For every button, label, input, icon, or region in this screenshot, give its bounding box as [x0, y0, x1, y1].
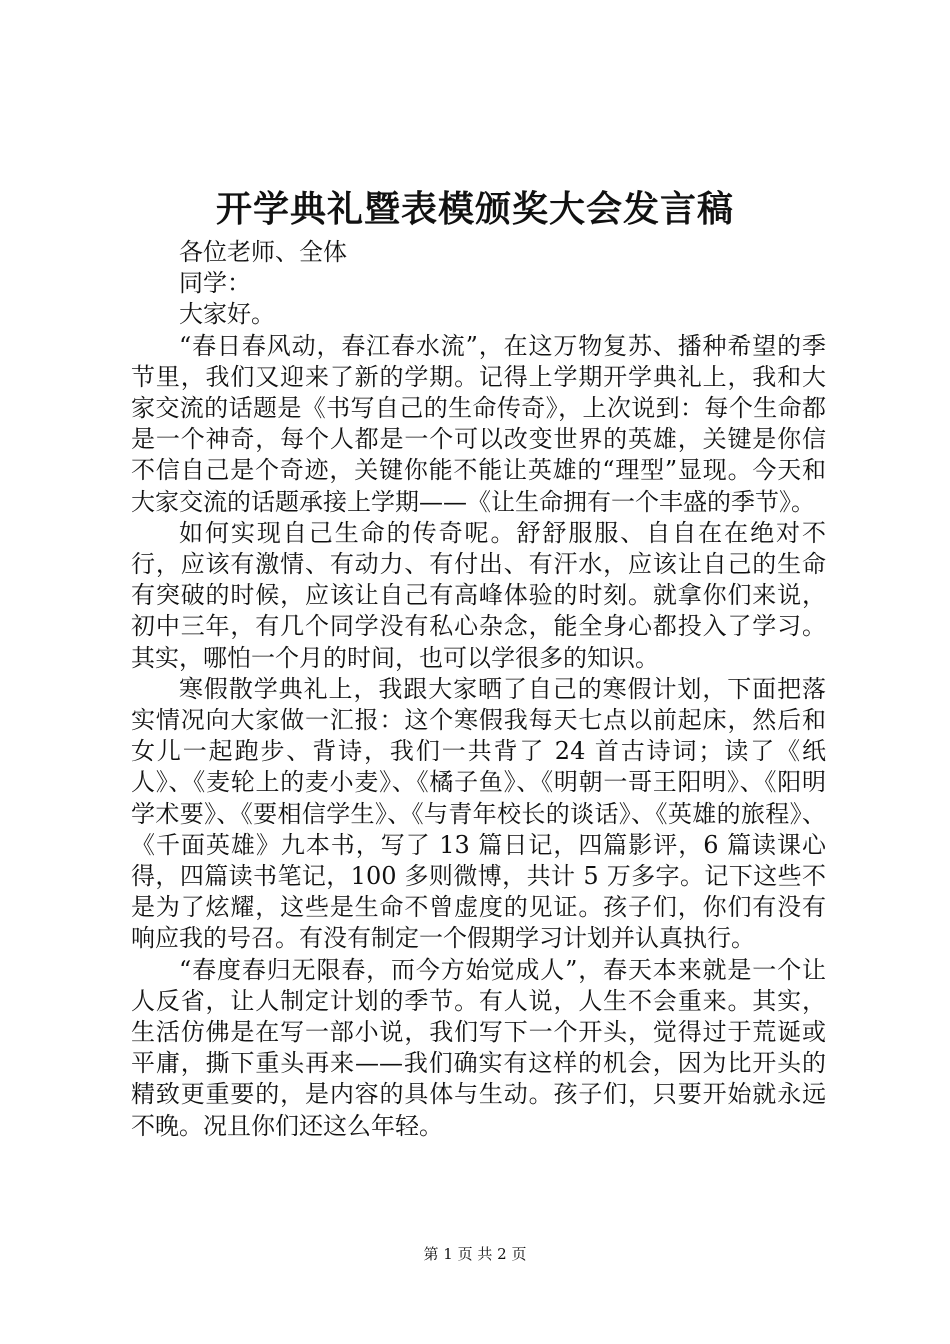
document-title: 开学典礼暨表模颁奖大会发言稿 [215, 188, 734, 230]
page-footer: 第 1 页 共 2 页 [423, 1245, 527, 1263]
greeting-line: 大家好。 [179, 300, 275, 329]
body-paragraph: “春度春归无限春，而今方始觉成人”，春天本来就是一个让人反省，让人制定计划的季节。有人说，人生不会重来。其实，生活仿佛是在写一部小说，我们写下一个开头，觉得过于荒诞或平庸，撕下重头再来——我们确实有这样的机会，因为比开头的精致更重要的，是内容的具体与生动。孩子们，只要开始就永远不晚。况且你们还这么年轻。 [131, 955, 826, 1140]
salutation-line-1: 各位老师、全体 [179, 238, 347, 266]
body-paragraph: 寒假散学典礼上，我跟大家晒了自己的寒假计划，下面把落实情况向大家做一汇报：这个寒假我每天七点以前起床，然后和女儿一起跑步、背诗，我们一共背了 24 首古诗词；读了《纸人》、《麦轮上的麦小麦》、《橘子鱼》、《明朝一哥王阳明》、《阳明学术要》、《要相信学生》、《与青年校长的谈话》、《英雄的旅程》、《千面英雄》九本书，写了 13 篇日记，四篇影评，6 篇读课心得，四篇读书笔记，100 多则微博，共计 5 万多字。记下这些不是为了炫耀，这些是生命不曾虚度的见证。孩子们，你们有没有响应我的号召。有没有制定一个假期学习计划并认真执行。 [131, 674, 826, 953]
body-paragraph: “春日春风动，春江春水流”，在这万物复苏、播种希望的季节里，我们又迎来了新的学期。记得上学期开学典礼上，我和大家交流的话题是《书写自己的生命传奇》，上次说到：每个生命都是一个神奇，每个人都是一个可以改变世界的英雄，关键是你信不信自己是个奇迹，关键你能不能让英雄的“理型”显现。今天和大家交流的话题承接上学期——《让生命拥有一个丰盛的季节》。 [131, 331, 826, 516]
document-body [131, 237, 826, 1142]
body-paragraph: 如何实现自己生命的传奇呢。舒舒服服、自自在在绝对不行，应该有激情、有动力、有付出、有汗水，应该让自己的生命有突破的时候，应该让自己有高峰体验的时刻。就拿你们来说，初中三年，有几个同学没有私心杂念，能全身心都投入了学习。其实，哪怕一个月的时间，也可以学很多的知识。 [131, 518, 826, 672]
salutation-line-2: 同学： [179, 269, 251, 298]
